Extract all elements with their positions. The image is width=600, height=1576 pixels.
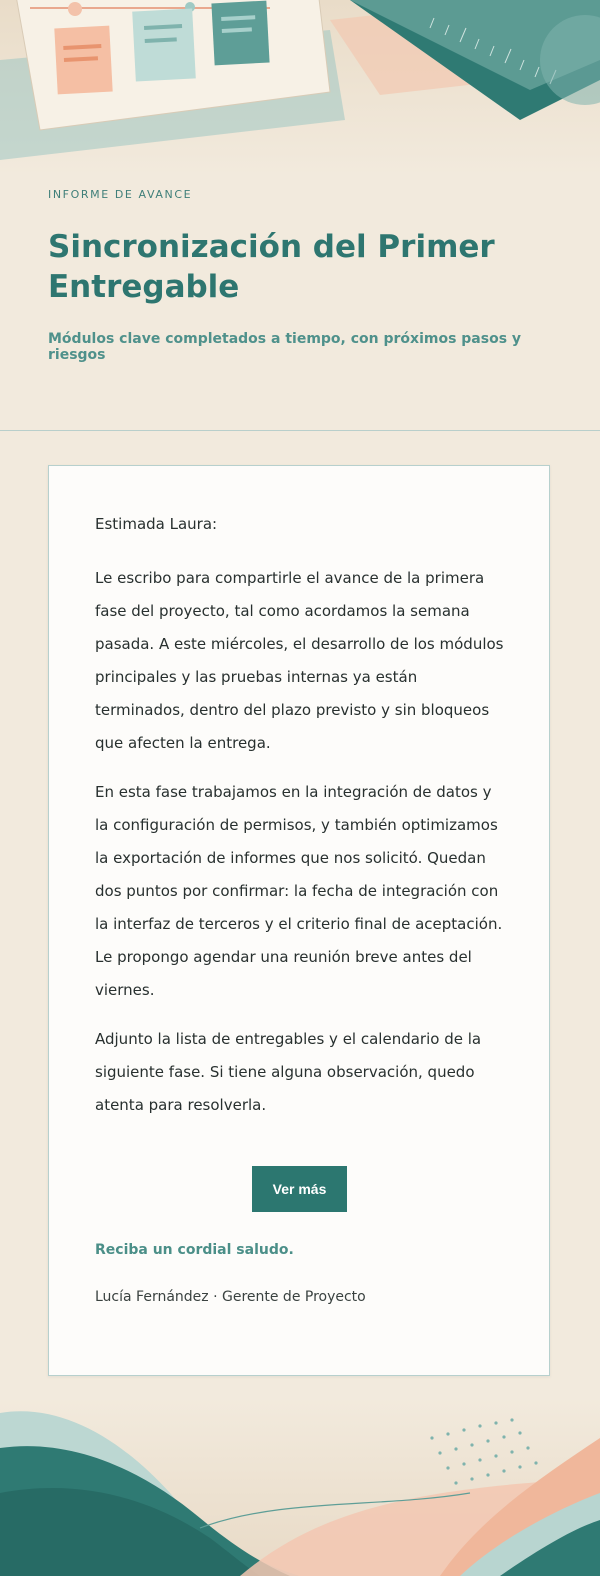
signature: Lucía Fernández · Gerente de Proyecto (95, 1289, 366, 1305)
see-more-button[interactable]: Ver más (252, 1166, 347, 1212)
paragraph-1: Le escribo para compartirle el avance de la primera fase del proyecto, tal como acordamos la semana pasada. A este miércoles, el desarrollo de los módulos principales y las pruebas internas ya están terminados, dentro del plazo previsto y sin bloqueos que afecten la entrega. (95, 569, 504, 752)
footer-illustration (0, 1398, 600, 1576)
section-divider (0, 430, 600, 431)
letter-body (95, 514, 507, 1122)
paragraph-2: En esta fase trabajamos en la integración de datos y la configuración de permisos, y también optimizamos la exportación de informes que nos solicitó. Quedan dos puntos por confirmar: la fecha de integración con la interfaz de terceros y el criterio final de aceptación. Le propongo agendar una reunión breve antes del viernes. (95, 783, 503, 999)
header-illustration (0, 0, 600, 175)
page-title: Sincronización del Primer Entregable (48, 229, 495, 305)
hero (48, 188, 568, 363)
greeting: Estimada Laura: (95, 515, 218, 533)
closing-line: Reciba un cordial saludo. (95, 1242, 294, 1258)
paragraph-3: Adjunto la lista de entregables y el calendario de la siguiente fase. Si tiene alguna observación, quedo atenta para resolverla. (95, 1030, 482, 1114)
letter-card (48, 465, 550, 1376)
eyebrow-label: INFORME DE AVANCE (48, 188, 193, 201)
page-subtitle: Módulos clave completados a tiempo, con próximos pasos y riesgos (48, 331, 522, 363)
